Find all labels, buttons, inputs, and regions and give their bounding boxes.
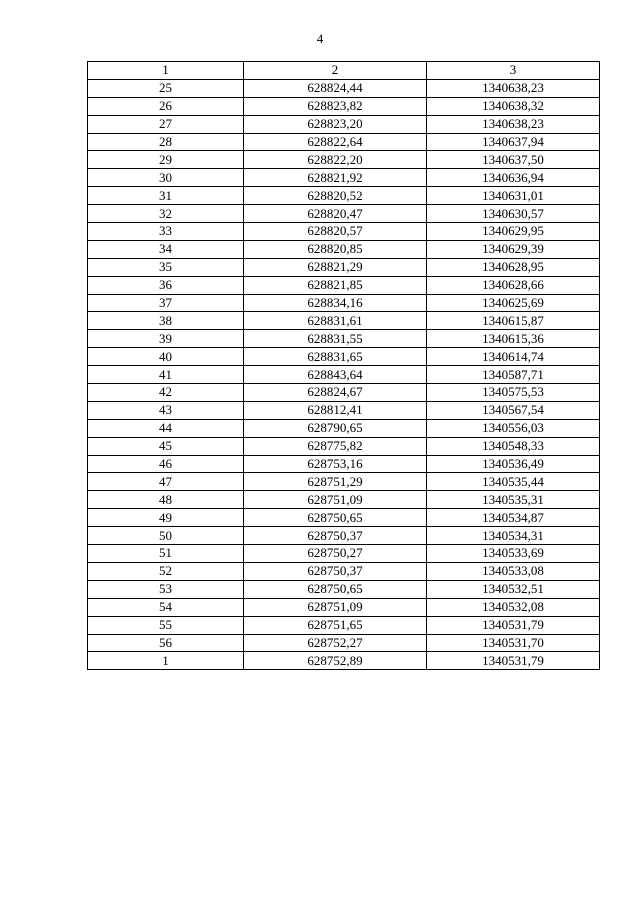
table-row: [88, 455, 600, 473]
point-number-cell: 55: [88, 616, 244, 634]
table-row: [88, 205, 600, 223]
y-coordinate-cell: 1340532,08: [427, 598, 600, 616]
table-row: [88, 366, 600, 384]
y-coordinate-cell: 1340628,66: [427, 276, 600, 294]
y-coordinate-cell: 1340637,94: [427, 133, 600, 151]
x-coordinate-cell: 628751,29: [244, 473, 427, 491]
x-coordinate-cell: 628750,37: [244, 527, 427, 545]
table-row: [88, 276, 600, 294]
x-coordinate-cell: 628750,65: [244, 509, 427, 527]
table-row: [88, 151, 600, 169]
table-row: [88, 473, 600, 491]
column-header-x: 2: [244, 62, 427, 80]
y-coordinate-cell: 1340628,95: [427, 258, 600, 276]
x-coordinate-cell: 628812,41: [244, 401, 427, 419]
point-number-cell: 51: [88, 545, 244, 563]
y-coordinate-cell: 1340638,23: [427, 79, 600, 97]
y-coordinate-cell: 1340531,79: [427, 652, 600, 670]
table-row: [88, 634, 600, 652]
point-number-cell: 35: [88, 258, 244, 276]
y-coordinate-cell: 1340631,01: [427, 187, 600, 205]
table-row: [88, 401, 600, 419]
point-number-cell: 36: [88, 276, 244, 294]
x-coordinate-cell: 628821,92: [244, 169, 427, 187]
table-row: [88, 580, 600, 598]
x-coordinate-cell: 628822,64: [244, 133, 427, 151]
point-number-cell: 32: [88, 205, 244, 223]
x-coordinate-cell: 628820,52: [244, 187, 427, 205]
x-coordinate-cell: 628753,16: [244, 455, 427, 473]
point-number-cell: 40: [88, 348, 244, 366]
y-coordinate-cell: 1340534,87: [427, 509, 600, 527]
y-coordinate-cell: 1340629,39: [427, 240, 600, 258]
y-coordinate-cell: 1340638,32: [427, 97, 600, 115]
table-row: [88, 79, 600, 97]
point-number-cell: 49: [88, 509, 244, 527]
x-coordinate-cell: 628834,16: [244, 294, 427, 312]
x-coordinate-cell: 628750,27: [244, 545, 427, 563]
table-header-row: [88, 62, 600, 80]
table-row: [88, 348, 600, 366]
point-number-cell: 52: [88, 562, 244, 580]
x-coordinate-cell: 628750,65: [244, 580, 427, 598]
point-number-cell: 56: [88, 634, 244, 652]
table-row: [88, 562, 600, 580]
x-coordinate-cell: 628750,37: [244, 562, 427, 580]
point-number-cell: 37: [88, 294, 244, 312]
table-row: [88, 240, 600, 258]
y-coordinate-cell: 1340532,51: [427, 580, 600, 598]
y-coordinate-cell: 1340638,23: [427, 115, 600, 133]
y-coordinate-cell: 1340636,94: [427, 169, 600, 187]
x-coordinate-cell: 628824,44: [244, 79, 427, 97]
point-number-cell: 33: [88, 223, 244, 241]
y-coordinate-cell: 1340625,69: [427, 294, 600, 312]
table-row: [88, 258, 600, 276]
y-coordinate-cell: 1340531,70: [427, 634, 600, 652]
point-number-cell: 50: [88, 527, 244, 545]
point-number-cell: 34: [88, 240, 244, 258]
y-coordinate-cell: 1340556,03: [427, 419, 600, 437]
x-coordinate-cell: 628824,67: [244, 384, 427, 402]
point-number-cell: 42: [88, 384, 244, 402]
table-row: [88, 169, 600, 187]
x-coordinate-cell: 628822,20: [244, 151, 427, 169]
point-number-cell: 41: [88, 366, 244, 384]
x-coordinate-cell: 628751,09: [244, 491, 427, 509]
y-coordinate-cell: 1340548,33: [427, 437, 600, 455]
table-row: [88, 97, 600, 115]
table-row: [88, 545, 600, 563]
point-number-cell: 25: [88, 79, 244, 97]
point-number-cell: 53: [88, 580, 244, 598]
table-row: [88, 437, 600, 455]
table-row: [88, 133, 600, 151]
point-number-cell: 30: [88, 169, 244, 187]
y-coordinate-cell: 1340630,57: [427, 205, 600, 223]
table-row: [88, 187, 600, 205]
point-number-cell: 43: [88, 401, 244, 419]
table-row: [88, 616, 600, 634]
table-row: [88, 384, 600, 402]
y-coordinate-cell: 1340637,50: [427, 151, 600, 169]
point-number-cell: 39: [88, 330, 244, 348]
table-row: [88, 115, 600, 133]
point-number-cell: 38: [88, 312, 244, 330]
point-number-cell: 26: [88, 97, 244, 115]
table-row: [88, 491, 600, 509]
x-coordinate-cell: 628820,85: [244, 240, 427, 258]
y-coordinate-cell: 1340567,54: [427, 401, 600, 419]
y-coordinate-cell: 1340587,71: [427, 366, 600, 384]
x-coordinate-cell: 628775,82: [244, 437, 427, 455]
x-coordinate-cell: 628752,27: [244, 634, 427, 652]
y-coordinate-cell: 1340535,31: [427, 491, 600, 509]
y-coordinate-cell: 1340615,87: [427, 312, 600, 330]
point-number-cell: 47: [88, 473, 244, 491]
x-coordinate-cell: 628821,85: [244, 276, 427, 294]
y-coordinate-cell: 1340534,31: [427, 527, 600, 545]
x-coordinate-cell: 628823,82: [244, 97, 427, 115]
point-number-cell: 29: [88, 151, 244, 169]
table-row: [88, 527, 600, 545]
point-number-cell: 31: [88, 187, 244, 205]
y-coordinate-cell: 1340533,69: [427, 545, 600, 563]
table-row: [88, 419, 600, 437]
y-coordinate-cell: 1340614,74: [427, 348, 600, 366]
x-coordinate-cell: 628820,57: [244, 223, 427, 241]
point-number-cell: 28: [88, 133, 244, 151]
coordinates-table: [87, 61, 600, 670]
column-header-point: 1: [88, 62, 244, 80]
x-coordinate-cell: 628821,29: [244, 258, 427, 276]
x-coordinate-cell: 628820,47: [244, 205, 427, 223]
y-coordinate-cell: 1340615,36: [427, 330, 600, 348]
x-coordinate-cell: 628831,65: [244, 348, 427, 366]
page-number: 4: [316, 31, 324, 46]
x-coordinate-cell: 628752,89: [244, 652, 427, 670]
point-number-cell: 46: [88, 455, 244, 473]
x-coordinate-cell: 628843,64: [244, 366, 427, 384]
point-number-cell: 48: [88, 491, 244, 509]
column-header-y: 3: [427, 62, 600, 80]
table-row: [88, 312, 600, 330]
table-row: [88, 294, 600, 312]
point-number-cell: 1: [88, 652, 244, 670]
y-coordinate-cell: 1340531,79: [427, 616, 600, 634]
y-coordinate-cell: 1340533,08: [427, 562, 600, 580]
x-coordinate-cell: 628831,55: [244, 330, 427, 348]
table-body: [88, 62, 600, 670]
x-coordinate-cell: 628831,61: [244, 312, 427, 330]
y-coordinate-cell: 1340535,44: [427, 473, 600, 491]
point-number-cell: 54: [88, 598, 244, 616]
table-row: [88, 223, 600, 241]
point-number-cell: 27: [88, 115, 244, 133]
table-row: [88, 509, 600, 527]
x-coordinate-cell: 628751,65: [244, 616, 427, 634]
table-row: [88, 652, 600, 670]
table-row: [88, 330, 600, 348]
table-row: [88, 598, 600, 616]
y-coordinate-cell: 1340629,95: [427, 223, 600, 241]
y-coordinate-cell: 1340536,49: [427, 455, 600, 473]
y-coordinate-cell: 1340575,53: [427, 384, 600, 402]
point-number-cell: 45: [88, 437, 244, 455]
x-coordinate-cell: 628823,20: [244, 115, 427, 133]
x-coordinate-cell: 628790,65: [244, 419, 427, 437]
x-coordinate-cell: 628751,09: [244, 598, 427, 616]
point-number-cell: 44: [88, 419, 244, 437]
